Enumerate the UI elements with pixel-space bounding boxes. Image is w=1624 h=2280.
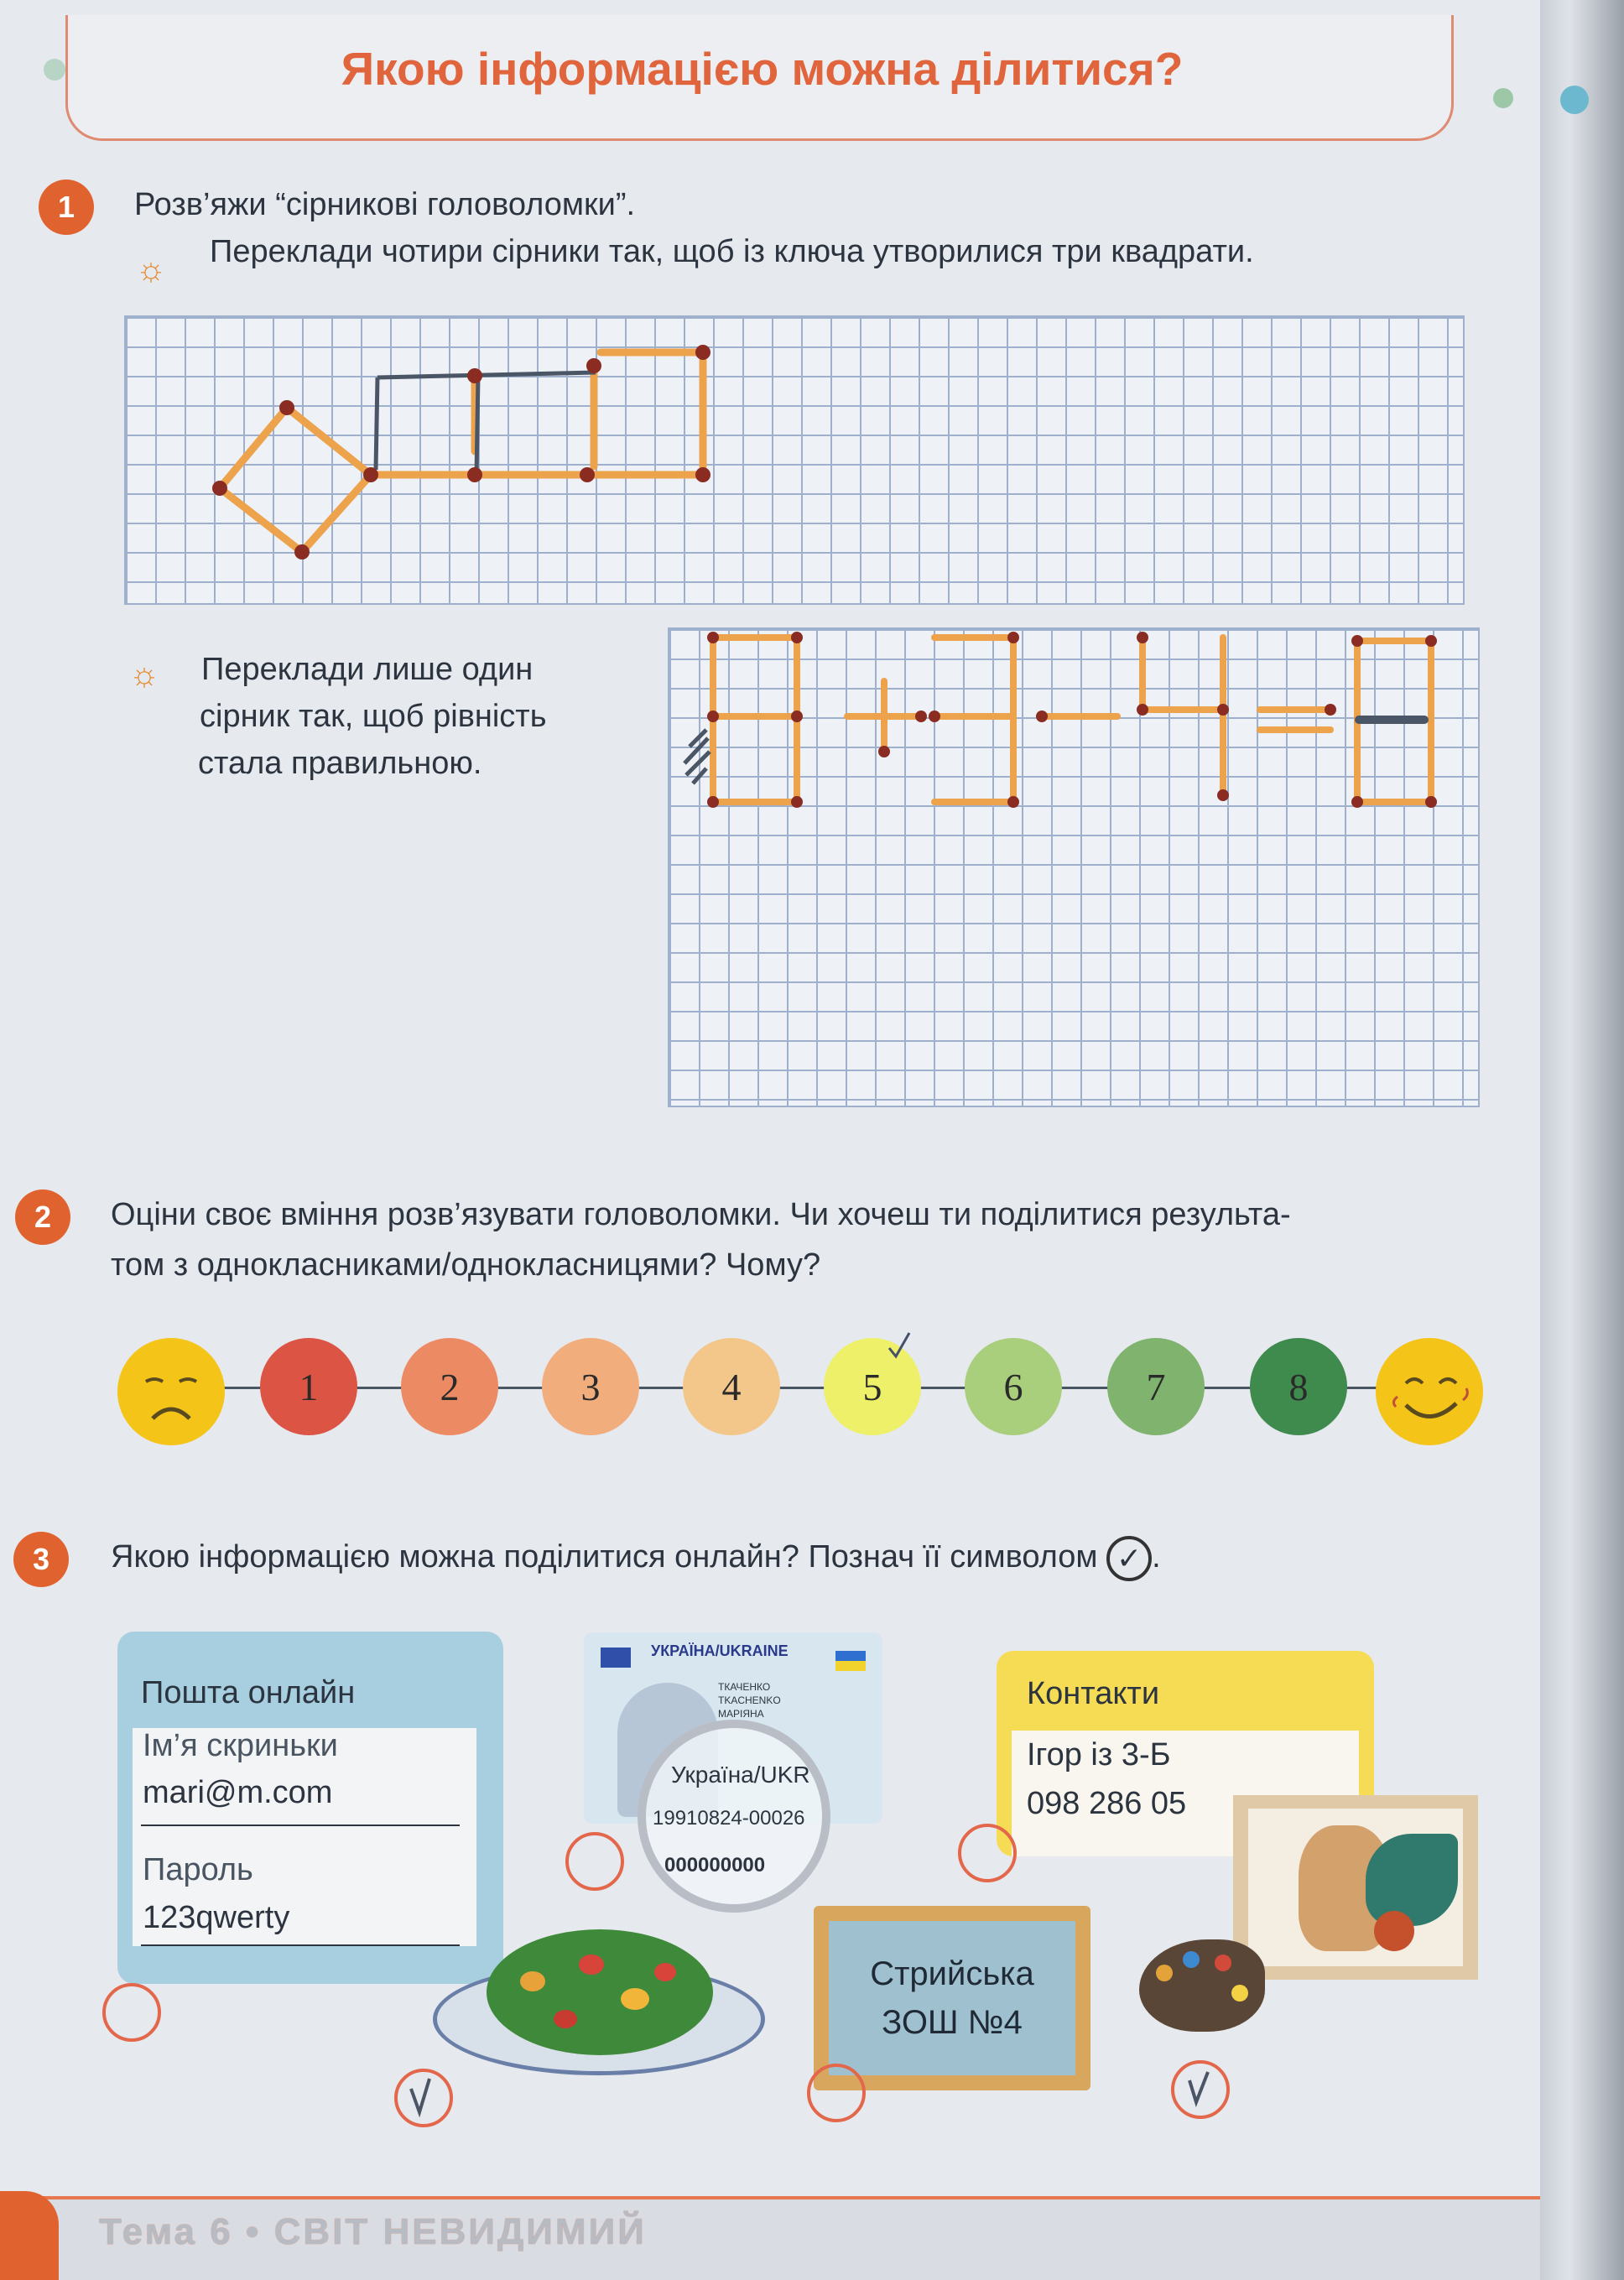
password-label: Пароль [143, 1852, 253, 1887]
self-rating-scale [0, 1330, 1540, 1447]
match-head [878, 746, 890, 757]
task-number-3: 3 [13, 1532, 69, 1587]
match-head [791, 796, 803, 808]
match-head [1137, 632, 1148, 643]
check-mark [1174, 2064, 1226, 2116]
match-head [915, 711, 927, 722]
mailbox-value: mari@m.com [143, 1775, 333, 1810]
footer-topic: Тема 6 • СВІТ НЕВИДИМИЙ [99, 2211, 647, 2252]
rating-circle-4[interactable]: 4 [683, 1338, 780, 1435]
match-head [1425, 635, 1437, 647]
underline [141, 1944, 460, 1946]
mail-card-title: Пошта онлайн [141, 1675, 356, 1710]
matchstick [287, 408, 371, 475]
flag-ua-icon [835, 1651, 866, 1671]
match-head [1007, 796, 1019, 808]
match-head [467, 467, 482, 482]
match-head [695, 467, 710, 482]
passport-name: МАРІЯНА [718, 1708, 764, 1720]
answer-circle-mail[interactable] [102, 1983, 161, 2042]
matchstick [302, 475, 371, 552]
match-head [294, 544, 310, 560]
passport-document: 000000000 [664, 1854, 766, 1877]
task3-prompt-text: Якою інформацією можна поділитися онлайн? Познач її символом [111, 1539, 1098, 1575]
paint-dot [1215, 1955, 1231, 1971]
paint-dot [1183, 1951, 1200, 1968]
answer-circle-salad[interactable] [394, 2069, 453, 2127]
apple-drawing [1374, 1911, 1414, 1951]
food-piece [579, 1955, 604, 1975]
task-number-2: 2 [15, 1189, 70, 1245]
passport-nationality: Україна/UKR [671, 1762, 810, 1788]
answer-circle-painting[interactable] [1171, 2060, 1230, 2119]
food-piece [554, 2010, 577, 2028]
decor-dot [1560, 86, 1589, 114]
passport-header: УКРАЇНА/UKRAINE [651, 1642, 789, 1659]
school-name-line2: ЗОШ №4 [882, 2004, 1023, 2041]
match-head [586, 358, 601, 373]
match-head [791, 711, 803, 722]
match-head [791, 632, 803, 643]
match-head [1425, 796, 1437, 808]
magnifier [638, 1720, 830, 1913]
passport-surname: ТКАЧЕНКО [718, 1681, 771, 1693]
matchstick-grid-key [124, 315, 1465, 605]
task1-subtask1: Переклади чотири сірники так, щоб із ключа утворилися три квадрати. [210, 234, 1254, 269]
footer-tab [0, 2191, 59, 2280]
school-sign-board [829, 1921, 1075, 2075]
matchstick [220, 408, 287, 488]
happy-face-icon [1376, 1338, 1483, 1445]
title-banner [65, 15, 1454, 141]
answer-circle-school[interactable] [807, 2064, 866, 2122]
salad-food [487, 1929, 713, 2055]
mail-card [117, 1632, 503, 1984]
match-head [1036, 711, 1048, 722]
matchstick [220, 488, 302, 552]
pencil-drawing [376, 372, 596, 475]
school-sign [814, 1906, 1090, 2090]
mail-form [133, 1728, 476, 1946]
sad-face-icon [117, 1338, 225, 1445]
check-mark [398, 2072, 450, 2124]
task1-subtask2-line3: стала правильною. [198, 746, 482, 781]
task-number-1: 1 [39, 180, 94, 235]
match-head [695, 345, 710, 360]
page-edge [1540, 0, 1624, 2280]
rating-circle-2[interactable]: 2 [401, 1338, 498, 1435]
decor-dot [1493, 88, 1513, 108]
match-head [363, 467, 378, 482]
food-piece [654, 1963, 676, 1981]
sun-icon: ☼ [135, 251, 167, 288]
rating-circle-3[interactable]: 3 [542, 1338, 639, 1435]
match-head [707, 632, 719, 643]
rating-circle-1[interactable]: 1 [260, 1338, 357, 1435]
task1-subtask2-line1: Переклади лише один [201, 652, 534, 687]
task1-subtask2-line2: сірник так, щоб рівність [200, 699, 547, 734]
match-head [279, 400, 294, 415]
task1-prompt: Розв’яжи “сірникові головоломки”. [134, 187, 636, 222]
mailbox-label: Ім’я скриньки [143, 1728, 338, 1763]
match-head [1007, 632, 1019, 643]
painting-canvas [1248, 1809, 1463, 1966]
match-head [1137, 704, 1148, 716]
password-value: 123qwerty [143, 1900, 290, 1935]
painting-frame [1233, 1795, 1478, 1980]
task2-prompt-line2: том з однокласниками/однокласницями? Чому? [111, 1247, 821, 1283]
task3-prompt [111, 1532, 1161, 1582]
contacts-title: Контакти [1027, 1676, 1160, 1711]
check-circle-icon: ✓ [1106, 1536, 1152, 1581]
rating-circle-8[interactable]: 8 [1250, 1338, 1347, 1435]
passport-surname-latin: TKACHENKO [718, 1694, 781, 1706]
matchstick-key-puzzle [126, 317, 1466, 606]
rating-circle-6[interactable]: 6 [965, 1338, 1062, 1435]
rating-circle-5[interactable]: 5 [824, 1338, 921, 1435]
paint-dot [1156, 1965, 1173, 1981]
contact-name: Ігор із 3-Б [1027, 1737, 1171, 1772]
match-head [212, 481, 227, 496]
match-head [707, 796, 719, 808]
match-head [1217, 704, 1229, 716]
contact-phone: 098 286 05 [1027, 1786, 1187, 1821]
match-head [580, 467, 595, 482]
match-head [1351, 796, 1363, 808]
matchstick-grid-equation [668, 627, 1480, 1107]
leaves-drawing [1366, 1834, 1458, 1926]
match-head [929, 711, 940, 722]
match-head [1325, 704, 1336, 716]
pencil-scribble [684, 730, 710, 783]
food-piece [621, 1988, 649, 2010]
answer-circle-passport[interactable] [565, 1832, 624, 1891]
answer-circle-contacts[interactable] [958, 1824, 1017, 1882]
task3-prompt-end: . [1152, 1539, 1161, 1575]
task2-prompt-line1: Оціни своє вміння розв’язувати головоломки. Чи хочеш ти поділитися результа- [111, 1197, 1291, 1232]
sun-icon: ☼ [128, 656, 160, 693]
rating-circle-7[interactable]: 7 [1107, 1338, 1205, 1435]
match-head [467, 368, 482, 383]
decor-dot [44, 59, 65, 81]
food-piece [520, 1971, 545, 1991]
matchstick-equation-puzzle [669, 629, 1481, 1109]
paint-dot [1231, 1985, 1248, 2002]
school-name-line1: Стрийська [870, 1955, 1034, 1992]
page-title: Якою інформацією можна ділитися? [341, 43, 1184, 95]
passport-record: 19910824-00026 [653, 1807, 805, 1830]
underline [141, 1825, 460, 1826]
match-head [1217, 789, 1229, 801]
match-head [1351, 635, 1363, 647]
pencil-check-mark [884, 1330, 918, 1363]
flag-eu-icon [601, 1648, 631, 1668]
match-head [707, 711, 719, 722]
